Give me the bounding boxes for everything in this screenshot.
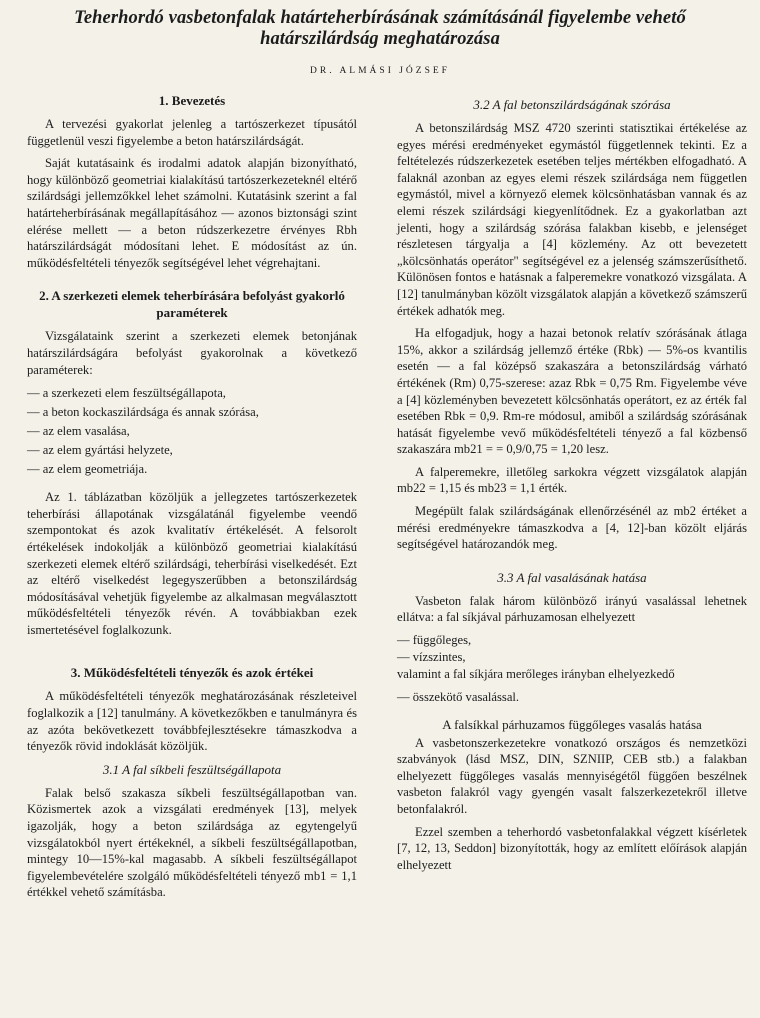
list-item: — az elem gyártási helyzete,: [27, 443, 173, 458]
paragraph: Vizsgálataink szerint a szerkezeti elemek betonjának határszilárdságára befolyást gyakorolnak a következő paraméterek:: [27, 329, 357, 377]
paragraph: A tervezési gyakorlat jelenleg a tartószerkezet típusától függetlenül veszi figyelembe a beton határszilárdságát.: [27, 117, 357, 148]
paragraph: Falak belső szakasza síkbeli feszültségállapotban van. Közismertek azok a vizsgálati eredmények [13], melyek igazolják, hogy a beton szilárdsága az egytengelyű vizsgálatokból nyert értékeknél, a síkbeli feszültségállapotban, mintegy 10—15%-kal magasabb. A síkbeli feszültségállapot figyelembevételére szolgáló működésfeltételi tényező mb1 = 1,1 értékkel vehető számításba.: [27, 785, 357, 900]
list-item: — függőleges,: [397, 633, 472, 648]
section-3-1-heading: 3.1 A fal síkbeli feszültségállapota: [102, 761, 282, 777]
author-name: DR. ALMÁSI JÓZSEF: [310, 66, 450, 76]
right-column: [397, 96, 747, 879]
paragraph: Vasbeton falak három különböző irányú vasalással lehetnek ellátva: a fal síkjával párhuzamosan elhelyezett: [397, 593, 747, 625]
paragraph: A betonszilárdság MSZ 4720 szerinti statisztikai értékelése az egyes mérési eredményeket egymástól függetlennek tekinti. Ez a feltételezés rúdszerkezetek esetében teljes mértékben elfogadható. A falaknál azonban az egyes elemi részek szilárdsága nem független egymástól, mivel a környező elemek kölcsönhatásban vannak és az elemi részek szilárdsági kiegyenlítődnek. Ez a gyakorlatban azt jelenti, hogy a szilárdság szórása falakban kisebb, e jelenséget részletesen tárgyalja a [4] közlemény. Az ott bevezetett „kölcsönhatás operátor" segítségével ez a jelenség számszerűsíthető. Különösen fontos e hatásnak a falperemekre vonatkozó vizsgálata. A [12] tanulmányban közölt vizsgálatok alapján a következő számszerű értékek adhatók meg.: [397, 121, 747, 318]
paragraph: Megépült falak szilárdságának ellenőrzésénél az mb2 értéket a mérési eredményekre támaszkodva a [4, 12]-ban közölt eljárás segítségével határozandók meg.: [397, 504, 747, 552]
list-item: — a beton kockaszilárdsága és annak szórása,: [27, 405, 259, 420]
paragraph: A falperemekre, illetőleg sarkokra végzett vizsgálatok alapján mb22 = 1,15 és mb23 = 1,1 érték.: [397, 464, 747, 496]
paragraph: valamint a fal síkjára merőleges irányban elhelyezkedő: [397, 667, 675, 682]
list-item: — a szerkezeti elem feszültségállapota,: [27, 386, 226, 401]
section-2-heading: 2. A szerkezeti elemek teherbírására befolyást gyakorló paraméterek: [39, 288, 345, 321]
subsection-heading: A falsíkkal párhuzamos függőleges vasalás hatása: [442, 716, 702, 732]
section-3-3-heading: 3.3 A fal vasalásának hatása: [497, 569, 647, 585]
list-item: — vízszintes,: [397, 650, 466, 665]
left-column: [27, 92, 357, 907]
article-title: Teherhordó vasbetonfalak határteherbírásának számításánál figyelembe vehető határszilárdság meghatározása: [74, 8, 686, 49]
section-3-heading: 3. Működésfeltételi tényezők és azok értékei: [70, 665, 314, 681]
section-1-heading: 1. Bevezetés: [158, 93, 226, 108]
paragraph: Ezzel szemben a teherhordó vasbetonfalakkal végzett kísérletek [7, 12, 13, Seddon] bizonyították, hogy az említett előírások alapján elhelyezett: [397, 824, 747, 872]
list-item: — összekötő vasalással.: [397, 689, 520, 704]
paragraph: Az 1. táblázatban közöljük a jellegzetes tartószerkezetek teherbírási állapotának vizsgálatánál figyelembe veendő szempontokat és azok kvalitatív értékelését. A felsorolt értékelések indokolják a különböző geometriai kialakítású szerkezeti elemek eltérő szilárdsági, teherbírási viselkedését. Ezt az eltérő viselkedést legegyszerűbben a betonszilárdság módosításával vehetjük figyelembe az alkalmasan megválasztott működésfeltételi tényezők révén. A továbbiakban ezek ismertetésével foglalkozunk.: [27, 490, 357, 637]
list-item: — az elem geometriája.: [27, 462, 148, 477]
paragraph: Saját kutatásaink és irodalmi adatok alapján bizonyítható, hogy különböző geometriai kialakítású tartószerkezeteknél eltérő szilárdsági jellemzőkkel lehet számolni. Kutatásink szerint a fal határteherbírásának megállapításához — azonos biztonsági szint elérése mellett — a beton rúdszerkezetre érvényes Rbh határszilárdságát módosítani lehet. E módosítást az ún. működésfeltételi tényezők segítségével lehet végrehajtani.: [27, 156, 357, 270]
paragraph: Ha elfogadjuk, hogy a hazai betonok relatív szórásának átlaga 15%, akkor a szilárdság jellemző értéke (Rbk) — 5%-os kvantilis esetén — a fal középső szakaszára a betonszilárdság várható értékének (Rm) 0,75-szerese: azaz Rbk = 0,75 Rm. Figyelembe véve a [4] közleményben bevezetett kölcsönhatás operátort, ez az érték fal esetében Rbk = 0,9. Rm-re módosul, amiből a szilárdság szórásának hatását figyelembe vevő működésfeltételi tényező a fal közbenső szakaszára mb21 = = 0,9/0,75 = 1,20 lesz.: [397, 326, 747, 457]
list-item: — az elem vasalása,: [27, 424, 130, 439]
paragraph: A működésfeltételi tényezők meghatározásának részleteivel foglalkozik a [12] tanulmány. A következőkben e tanulmányra és az azóta bekövetkezett továbbfejlesztésekre támaszkodva a tényezők rövid indoklását közöljük.: [27, 689, 357, 754]
paragraph: A vasbetonszerkezetekre vonatkozó országos és nemzetközi szabványok (lásd MSZ, DIN, SZNIIP, CEB stb.) a falakban elhelyezett függőleges vasalás mennyiségétől függően beszélnek vasbeton falakról vagy gyengén vasalt falszerkezetekről illetve betonfalakról.: [397, 735, 747, 816]
section-3-2-heading: 3.2 A fal betonszilárdságának szórása: [473, 97, 671, 112]
